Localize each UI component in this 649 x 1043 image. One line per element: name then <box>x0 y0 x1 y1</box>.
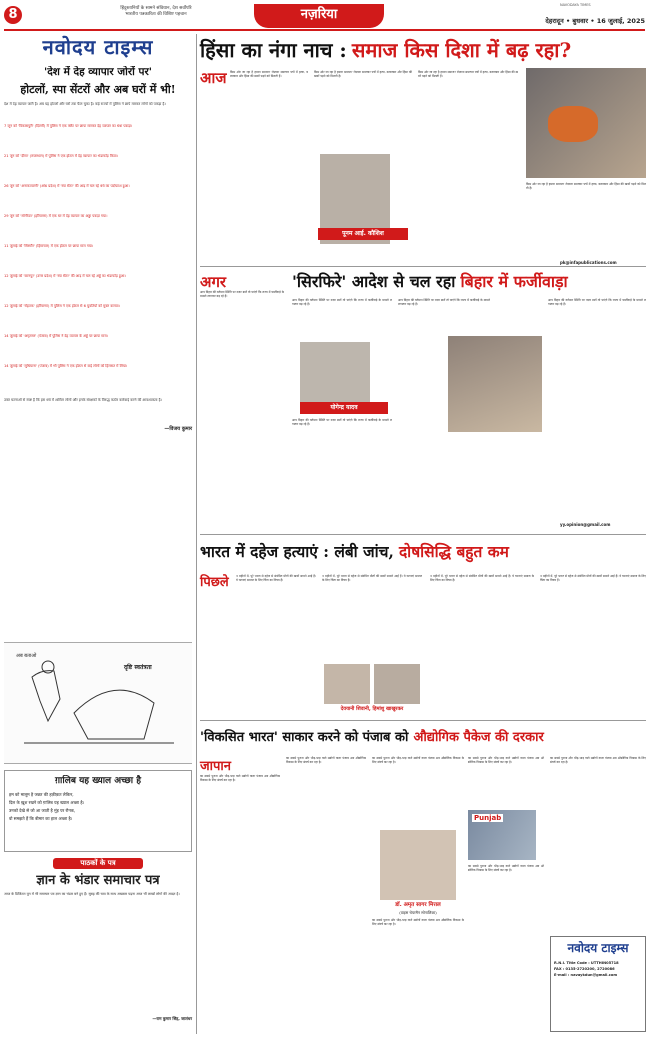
list-item: 12 जुलाई को 'रोहतक' (हरियाणा) में पुलिस ने एक होटल से 6 युवतियों को मुक्त कराया। <box>4 304 120 308</box>
article2-author: योगेन्द्र यादव <box>300 402 388 414</box>
cartoon-title: दृष्टि स्वतंत्रता <box>124 664 152 671</box>
list-item: 11 जुलाई को 'सिरमौर' (हिमाचल) में एक होटल पर छापा मारा गया। <box>4 244 94 248</box>
article2-col3: आप बिहार की वर्तमान स्थिति पर नज़र डालें तो पाएंगे कि राज्य में फर्जीवाड़े के मामले लगातार बढ़ रहे हैं। <box>398 298 490 307</box>
list-item: 7 जून को 'विकासपुरी' (दिल्ली) में पुलिस ने एक फ्लैट पर छापा मारकर देह व्यापार का धंधा पकड़ा। <box>4 124 133 128</box>
article4-headline <box>200 726 646 748</box>
article1-headline-part1: हिंसा का नंगा नाच : <box>200 38 347 62</box>
section-title: नज़रिया <box>300 7 338 22</box>
article1-col2: किस ओर जा रहा है हमारा समाज? रोज़ाना समाचार पत्रों में हत्या, बलात्कार और हिंसा की खबरें पढ़ने को मिलती हैं। <box>314 70 412 79</box>
cartoon-drawing <box>4 643 192 763</box>
editorial-closing: उक्त घटनाओं से स्पष्ट है कि इस धंधे में शामिल लोगों और इनके संरक्षकों के विरुद्ध कठोर कार्रवाई करने की आवश्यकता है। <box>4 398 162 402</box>
footer-box <box>550 936 646 1032</box>
editorial-headline-2: होटलों, स्पा सेंटरों और अब घरों में भी! <box>20 83 176 96</box>
article3-author-photo-2 <box>374 664 420 704</box>
footer-logo: नवोदय टाइम्स <box>567 941 629 955</box>
article1-col3: किस ओर जा रहा है हमारा समाज? रोज़ाना समाचार पत्रों में हत्या, बलात्कार और हिंसा की खबरें पढ़ने को मिलती हैं। <box>418 70 518 79</box>
paper-small: NAVODAYA TIMES <box>560 3 591 7</box>
column-divider <box>196 34 197 1034</box>
editorial-logo: नवोदय टाइम्स <box>42 35 154 59</box>
list-item: 26 जून को 'अनाकापल्ली' (आंध्र प्रदेश) में 'स्पा सेंटर' की आड़ में चल रहे धंधे का पर्दाफाश हुआ। <box>4 184 130 188</box>
article4-author: डॉ. अमृत सागर मित्तल <box>395 902 441 908</box>
strap-line <box>66 6 246 18</box>
article3-headline-part1: भारत में दहेज हत्याएं : लंबी जांच, <box>200 542 394 561</box>
article2-dropcap: अगर <box>200 273 227 291</box>
strap-line-2: भारतीय पत्रकारिता की विशिष्ट पहचान <box>125 12 187 17</box>
article3-col3: 3 महीनों में, पूरे भारत से दहेज से संबंधित मौतों की खबरें सामने आई हैं। ये घटनाएं समाज के लिए चिंता का विषय हैं। <box>430 574 534 583</box>
article1-dropcap: आज <box>200 69 227 87</box>
article1-headline <box>200 36 646 66</box>
list-item: 14 जुलाई को 'लुधियाना' (पंजाब) में भी पुलिस ने एक होटल से कई लोगों को हिरासत में लिया। <box>4 364 128 368</box>
ghalib-line: दिल के ख़ुश रखने को ग़ालिब यह ख्याल अच्छा है। <box>9 800 85 805</box>
article3-headline-part2: दोषसिद्धि बहुत कम <box>398 542 509 561</box>
editorial-intro: देश में देह व्यापार जारी है। अब यह होटलों और घरों तक फैल चुका है। कई राज्यों में पुलिस ने छापे मारकर लोगों को पकड़ा है। <box>4 102 166 106</box>
masthead-rule <box>4 29 645 31</box>
article4-col3a: का सबसे पुराना और भीड़-भाड़ वाले उद्योगों वाला पंजाब अब औद्योगिक विकास के लिए संघर्ष कर रहा है। <box>372 756 464 765</box>
article1-col4: किस ओर जा रहा है हमारा समाज? रोज़ाना समाचार पत्रों में हत्या, बलात्कार और हिंसा की खबरें पढ़ने को मिलती हैं। <box>526 182 646 191</box>
article2-headline-part1: 'सिरफिरे' आदेश से चल रहा <box>292 272 456 291</box>
article2-col2b: आप बिहार की वर्तमान स्थिति पर नज़र डालें तो पाएंगे कि राज्य में फर्जीवाड़े के मामले लगातार बढ़ रहे हैं। <box>292 418 392 427</box>
article3-col4: 3 महीनों में, पूरे भारत से दहेज से संबंधित मौतों की खबरें सामने आई हैं। ये घटनाएं समाज के लिए चिंता का विषय हैं। <box>540 574 646 583</box>
article1-author: पूनम आई. कौशिश <box>318 228 408 240</box>
article3-author-photo-1 <box>324 664 370 704</box>
page-number: 8 <box>4 6 22 24</box>
editorial-headline-1: 'देश में देह व्यापार जोरों पर' <box>43 66 152 78</box>
strap-line-1: हिंदुस्तानियों के सामने संविधान, देश सर्वोपरि <box>120 6 192 11</box>
letters-headline: ज्ञान के भंडार समाचार पत्र <box>36 873 160 888</box>
footer-rni: R.N.I. Title Code : UTTHIN05718 <box>554 961 619 965</box>
letters-signature: —राम कुमार सिंह, जालंधर <box>152 1016 192 1021</box>
article3-col2: 3 महीनों में, पूरे भारत से दहेज से संबंधित मौतों की खबरें सामने आई हैं। ये घटनाएं समाज के लिए चिंता का विषय हैं। <box>322 574 422 583</box>
article1-headline-part2: समाज किस दिशा में बढ़ रहा? <box>351 38 572 62</box>
h-rule <box>200 534 646 535</box>
article4-col1: का सबसे पुराना और भीड़-भाड़ वाले उद्योगों वाला पंजाब अब औद्योगिक विकास के लिए संघर्ष कर रहा है। <box>200 774 280 783</box>
article4-dropcap: जापान <box>200 759 231 774</box>
article4-headline-part1: 'विकसित भारत' साकार करने को पंजाब को <box>200 730 409 745</box>
letters-section <box>4 858 192 1034</box>
article4-headline-part2: औद्योगिक पैकेज की दरकार <box>413 730 544 745</box>
section-title-band <box>254 4 384 28</box>
article1-col1: किस ओर जा रहा है हमारा समाज? रोज़ाना समाचार पत्रों में हत्या, बलात्कार और हिंसा की खबरें पढ़ने को मिलती हैं। <box>230 70 308 79</box>
ghalib-title: ग़ालिब यह ख्याल अच्छा है <box>54 776 142 786</box>
article3-author: देवयानी शिवानी, हिमांशु खाखुरकर <box>340 706 404 712</box>
article3-dropcap: पिछले <box>200 575 229 590</box>
article2-photo <box>448 336 542 432</box>
article2-headline-part2: बिहार में फर्जीवाड़ा <box>460 272 568 291</box>
cartoon <box>4 642 192 764</box>
article2-col2: आप बिहार की वर्तमान स्थिति पर नज़र डालें तो पाएंगे कि राज्य में फर्जीवाड़े के मामले लगातार बढ़ रहे हैं। <box>292 298 392 307</box>
article2-col1: आप बिहार की वर्तमान स्थिति पर नज़र डालें तो पाएंगे कि राज्य में फर्जीवाड़े के मामले लगातार बढ़ रहे हैं। <box>200 290 284 299</box>
ghalib-line: वो समझते हैं कि बीमार का हाल अच्छा है। <box>9 816 73 821</box>
article4-author-photo <box>380 830 456 900</box>
article4-col4: का सबसे पुराना और भीड़-भाड़ वाले उद्योगों वाला पंजाब अब औद्योगिक विकास के लिए संघर्ष कर रहा है। <box>468 756 544 765</box>
cartoon-caption: अब बताओ <box>16 653 37 659</box>
article3-headline <box>200 540 646 566</box>
ghalib-line: हम को मालूम है जन्नत की हक़ीक़त लेकिन, <box>9 792 74 797</box>
article4-inset <box>468 810 536 860</box>
article4-col5: का सबसे पुराना और भीड़-भाड़ वाले उद्योगों वाला पंजाब अब औद्योगिक विकास के लिए संघर्ष कर रहा है। <box>550 756 646 765</box>
article1-email: pk@infapublications.com <box>560 260 617 265</box>
article4-inset-label: Punjab <box>474 814 502 822</box>
article1-photo <box>526 68 646 178</box>
h-rule <box>200 720 646 721</box>
list-item: 14 जुलाई को 'अमृतसर' (पंजाब) में पुलिस ने देह व्यापार के अड्डे पर छापा मारा। <box>4 334 109 338</box>
h-rule <box>200 266 646 267</box>
article4-col2: का सबसे पुराना और भीड़-भाड़ वाले उद्योगों वाला पंजाब अब औद्योगिक विकास के लिए संघर्ष कर रहा है। <box>286 756 366 765</box>
dateline: देहरादून • बुधवार • 16 जुलाई, 2025 <box>545 17 645 25</box>
article4-col3b: का सबसे पुराना और भीड़-भाड़ वाले उद्योगों वाला पंजाब अब औद्योगिक विकास के लिए संघर्ष कर रहा है। <box>372 918 464 927</box>
article3-col1: 3 महीनों में, पूरे भारत से दहेज से संबंधित मौतों की खबरें सामने आई हैं। ये घटनाएं समाज के लिए चिंता का विषय हैं। <box>236 574 316 583</box>
letters-body: आज के डिजिटल युग में भी समाचार पत्र ज्ञान का भंडार बने हुए हैं। सुबह की चाय के साथ अखबार पढ़ना आज भी लाखों लोगों की आदत है। <box>4 892 180 896</box>
article2-email: yy.opinion@gmail.com <box>560 522 611 527</box>
letters-label: पाठकों के पत्र <box>53 858 143 869</box>
article4-col4b: का सबसे पुराना और भीड़-भाड़ वाले उद्योगों वाला पंजाब अब औद्योगिक विकास के लिए संघर्ष कर रहा है। <box>468 864 544 873</box>
editorial-signature: —विजय कुमार <box>164 426 192 432</box>
article2-headline <box>292 270 646 294</box>
footer-fax: FAX : 0135-2720200, 2720086 <box>554 967 615 971</box>
article4-author-role: (वाइस चेयरमैन सोनालिका) <box>399 910 437 915</box>
footer-email: E-mail : navaykdun@gmail.com <box>554 973 618 977</box>
list-item: 29 जून को 'सोनीपत' (हरियाणा) में एक घर में देह व्यापार का अड्डा पकड़ा गया। <box>4 214 108 218</box>
editorial-items <box>4 124 192 394</box>
ghalib-box <box>4 770 192 852</box>
list-item: 12 जुलाई को 'कानपुर' (उत्तर प्रदेश) में 'स्पा सेंटर' की आड़ में चल रहे अड्डे का भंडाफोड़ हुआ। <box>4 274 126 278</box>
list-item: 21 जून को 'दीसा' (राजस्थान) में पुलिस ने एक होटल में देह व्यापार का भंडाफोड़ किया। <box>4 154 118 158</box>
article2-col4: आप बिहार की वर्तमान स्थिति पर नज़र डालें तो पाएंगे कि राज्य में फर्जीवाड़े के मामले लगातार बढ़ रहे हैं। <box>548 298 646 307</box>
ghalib-line: उनको देखे से जो आ जाती है मुंह पर रौनक, <box>9 808 76 813</box>
